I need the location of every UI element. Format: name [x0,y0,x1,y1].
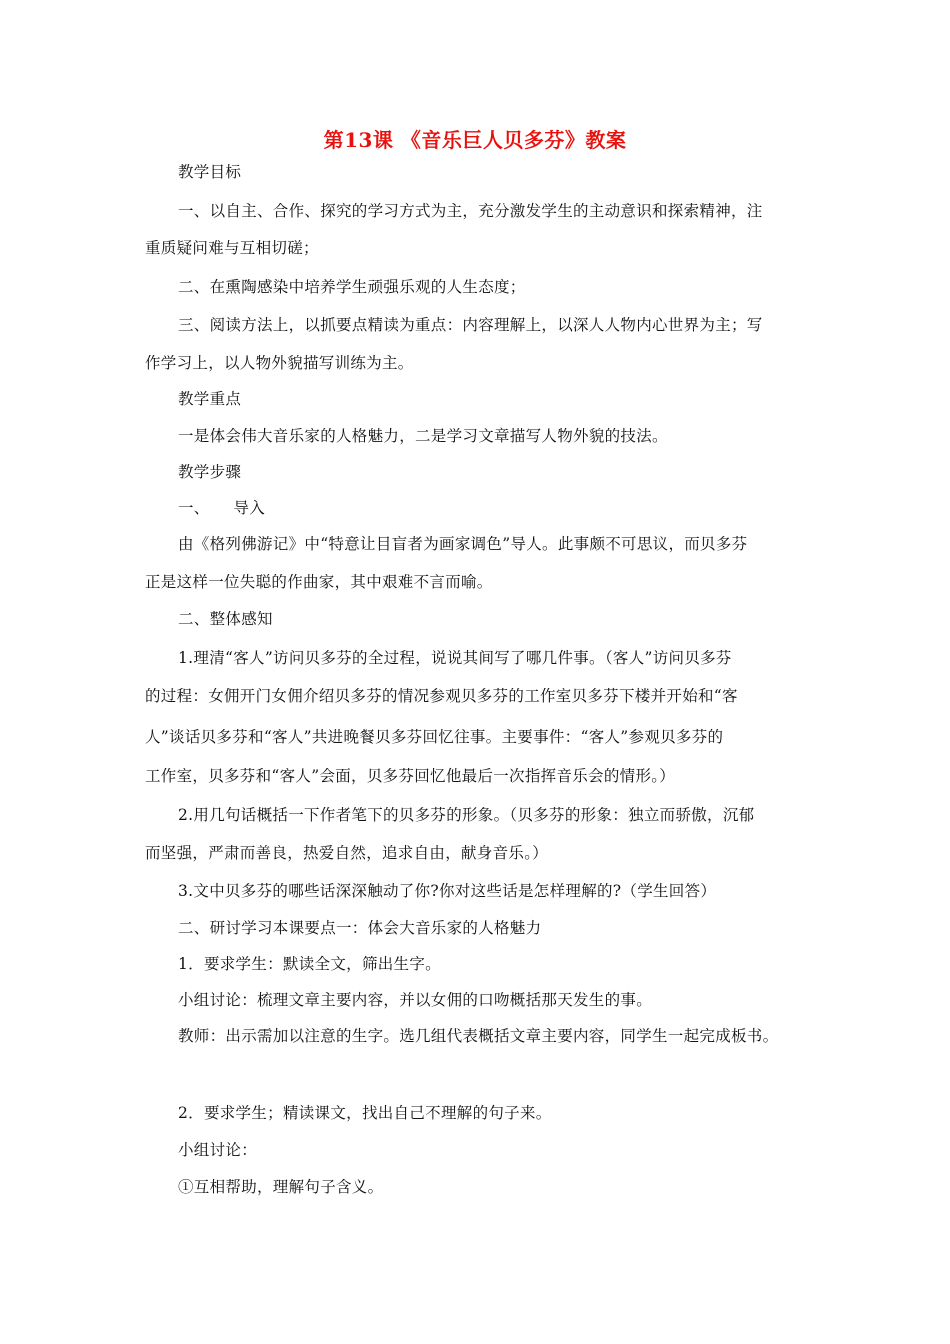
paragraph-line: 三、阅读方法上，以抓要点精读为重点：内容理解上，以深人人物内心世界为主；写 [178,316,763,334]
paragraph-line: 二、在熏陶感染中培养学生顽强乐观的人生态度； [178,278,526,296]
paragraph-line: 一、以自主、合作、探究的学习方式为主，充分激发学生的主动意识和探索精神，注 [178,202,763,220]
section-heading-intro: 一、 导入 [178,499,266,517]
paragraph-line: 3.文中贝多芬的哪些话深深触动了你?你对这些话是怎样理解的?（学生回答） [178,882,717,900]
paragraph-line: 作学习上，以人物外貌描写训练为主。 [145,354,414,372]
paragraph-line: 2.用几句话概括一下作者笔下的贝多芬的形象。（贝多芬的形象：独立而骄傲，沉郁 [178,806,755,824]
paragraph-line: 正是这样一位失聪的作曲家，其中艰难不言而喻。 [145,573,493,591]
paragraph-line: ①互相帮助，理解句子含义。 [178,1178,384,1196]
paragraph-line: 重质疑问难与互相切磋； [145,239,319,257]
paragraph-line: 一是体会伟大音乐家的人格魅力，二是学习文章描写人物外貌的技法。 [178,427,668,445]
heading-teaching-steps: 教学步骤 [178,463,242,481]
document-title: 第13课 《音乐巨人贝多芬》教案 [323,128,627,152]
paragraph-line: 工作室，贝多芬和“客人”会面，贝多芬回忆他最后一次指挥音乐会的情形。） [145,767,676,785]
paragraph-line: 小组讨论： [178,1141,258,1159]
paragraph-line: 人”谈话贝多芬和“客人”共进晚餐贝多芬回忆往事。主要事件：“客人”参观贝多芬的 [145,728,724,746]
paragraph-line: 而坚强，严肃而善良，热爱自然，追求自由，献身音乐。） [145,844,549,862]
paragraph-line: 教师：出示需加以注意的生字。选几组代表概括文章主要内容，同学生一起完成板书。 [178,1027,779,1045]
section-heading-study: 二、研讨学习本课要点一：体会大音乐家的人格魅力 [178,919,542,937]
paragraph-line: 1.理清“客人”访问贝多芬的全过程，说说其间写了哪几件事。（客人”访问贝多芬 [178,649,732,667]
heading-teaching-focus: 教学重点 [178,390,242,408]
paragraph-line: 的过程：女佣开门女佣介绍贝多芬的情况参观贝多芬的工作室贝多芬下楼并开始和“客 [145,687,738,705]
paragraph-line: 2．要求学生；精读课文，找出自己不理解的句子来。 [178,1104,552,1122]
heading-teaching-objectives: 教学目标 [178,163,242,181]
paragraph-line: 小组讨论：梳理文章主要内容，并以女佣的口吻概括那天发生的事。 [178,991,653,1009]
section-heading-overall: 二、整体感知 [178,610,273,628]
paragraph-line: 由《格列佛游记》中“特意让目盲者为画家调色”导人。此事颇不可思议，而贝多芬 [178,535,748,553]
paragraph-line: 1．要求学生：默读全文，筛出生字。 [178,955,441,973]
